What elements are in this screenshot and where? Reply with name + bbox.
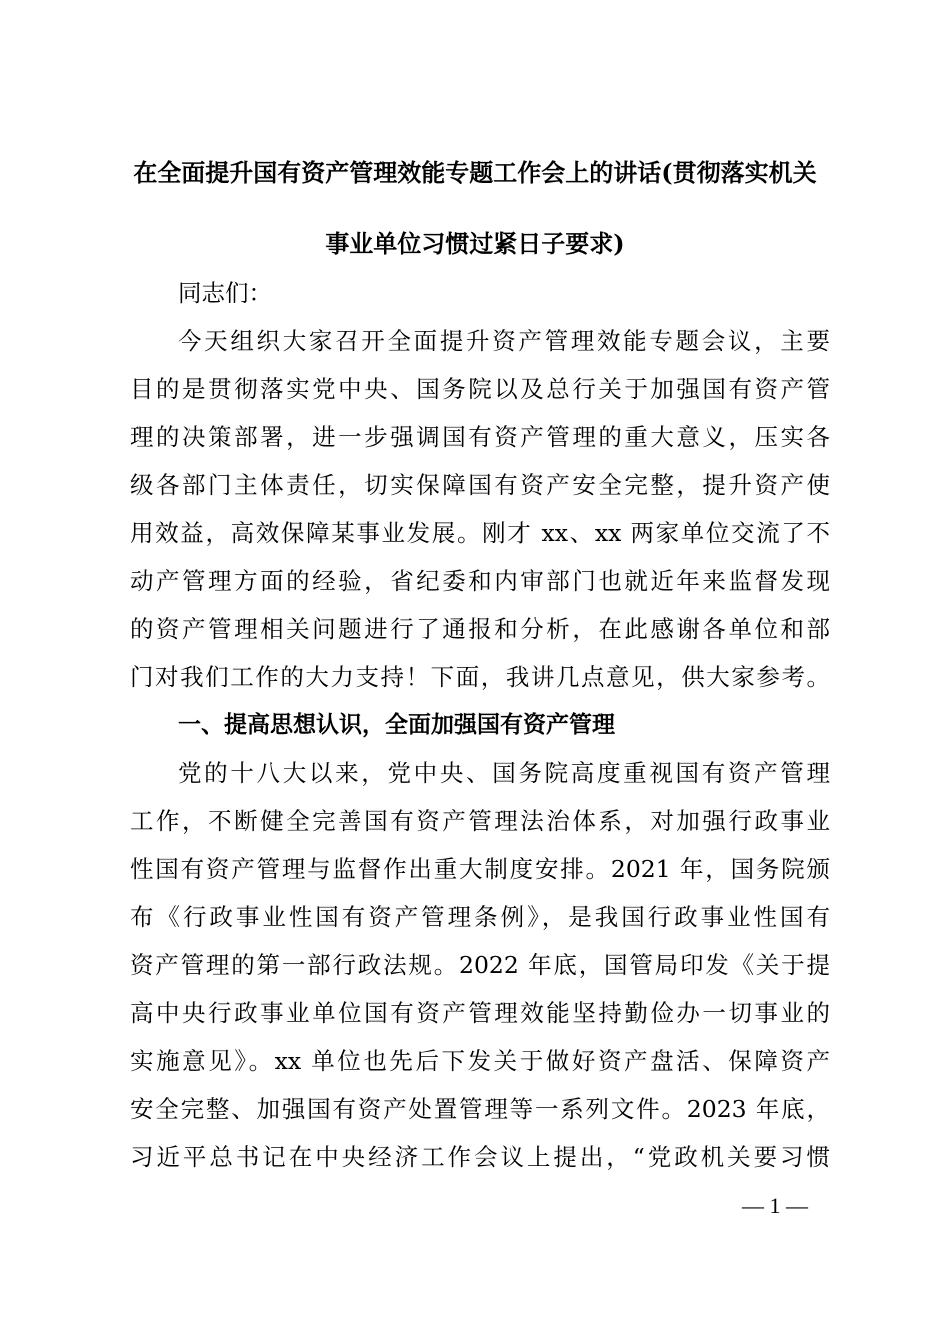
paragraph-1-line: 的资产管理相关问题进行了通报和分析，在此感谢各单位和部 xyxy=(130,615,830,643)
paragraph-2-line: 安全完整、加强国有资产处置管理等一系列文件。2023 年底， xyxy=(130,1095,830,1123)
page-number: — 1 — xyxy=(742,1193,808,1218)
paragraph-2-line: 高中央行政事业单位国有资产管理效能坚持勤俭办一切事业的 xyxy=(130,999,830,1027)
paragraph-1-line: 用效益，高效保障某事业发展。刚才 xx、xx 两家单位交流了不 xyxy=(130,519,830,547)
paragraph-2-line: 布《行政事业性国有资产管理条例》，是我国行政事业性国有 xyxy=(130,903,830,931)
paragraph-2-line: 工作，不断健全完善国有资产管理法治体系，对加强行政事业 xyxy=(130,807,830,835)
section-1-heading: 一、提高思想认识，全面加强国有资产管理 xyxy=(178,712,615,738)
paragraph-2-line: 实施意见》。xx 单位也先后下发关于做好资产盘活、保障资产 xyxy=(130,1047,830,1075)
paragraph-2-line: 资产管理的第一部行政法规。2022 年底，国管局印发《关于提 xyxy=(130,951,830,979)
document-title-line-2: 事业单位习惯过紧日子要求) xyxy=(325,229,625,258)
paragraph-2-line: 习近平总书记在中央经济工作会议上提出，“党政机关要习惯 xyxy=(130,1143,830,1171)
salutation: 同志们： xyxy=(178,279,272,307)
paragraph-1-line: 理的决策部署，进一步强调国有资产管理的重大意义，压实各 xyxy=(130,423,830,451)
paragraph-1-line: 门对我们工作的大力支持！下面，我讲几点意见，供大家参考。 xyxy=(130,663,830,691)
paragraph-2-line: 性国有资产管理与监督作出重大制度安排。2021 年，国务院颁 xyxy=(130,855,830,883)
paragraph-2-line: 党的十八大以来，党中央、国务院高度重视国有资产管理 xyxy=(178,759,830,787)
paragraph-1-line: 目的是贯彻落实党中央、国务院以及总行关于加强国有资产管 xyxy=(130,375,830,403)
paragraph-1-line: 动产管理方面的经验，省纪委和内审部门也就近年来监督发现 xyxy=(130,567,830,595)
paragraph-1-line: 今天组织大家召开全面提升资产管理效能专题会议，主要 xyxy=(178,327,830,355)
document-title-line-1: 在全面提升国有资产管理效能专题工作会上的讲话(贯彻落实机关 xyxy=(133,158,817,187)
paragraph-1-line: 级各部门主体责任，切实保障国有资产安全完整，提升资产使 xyxy=(130,471,830,499)
